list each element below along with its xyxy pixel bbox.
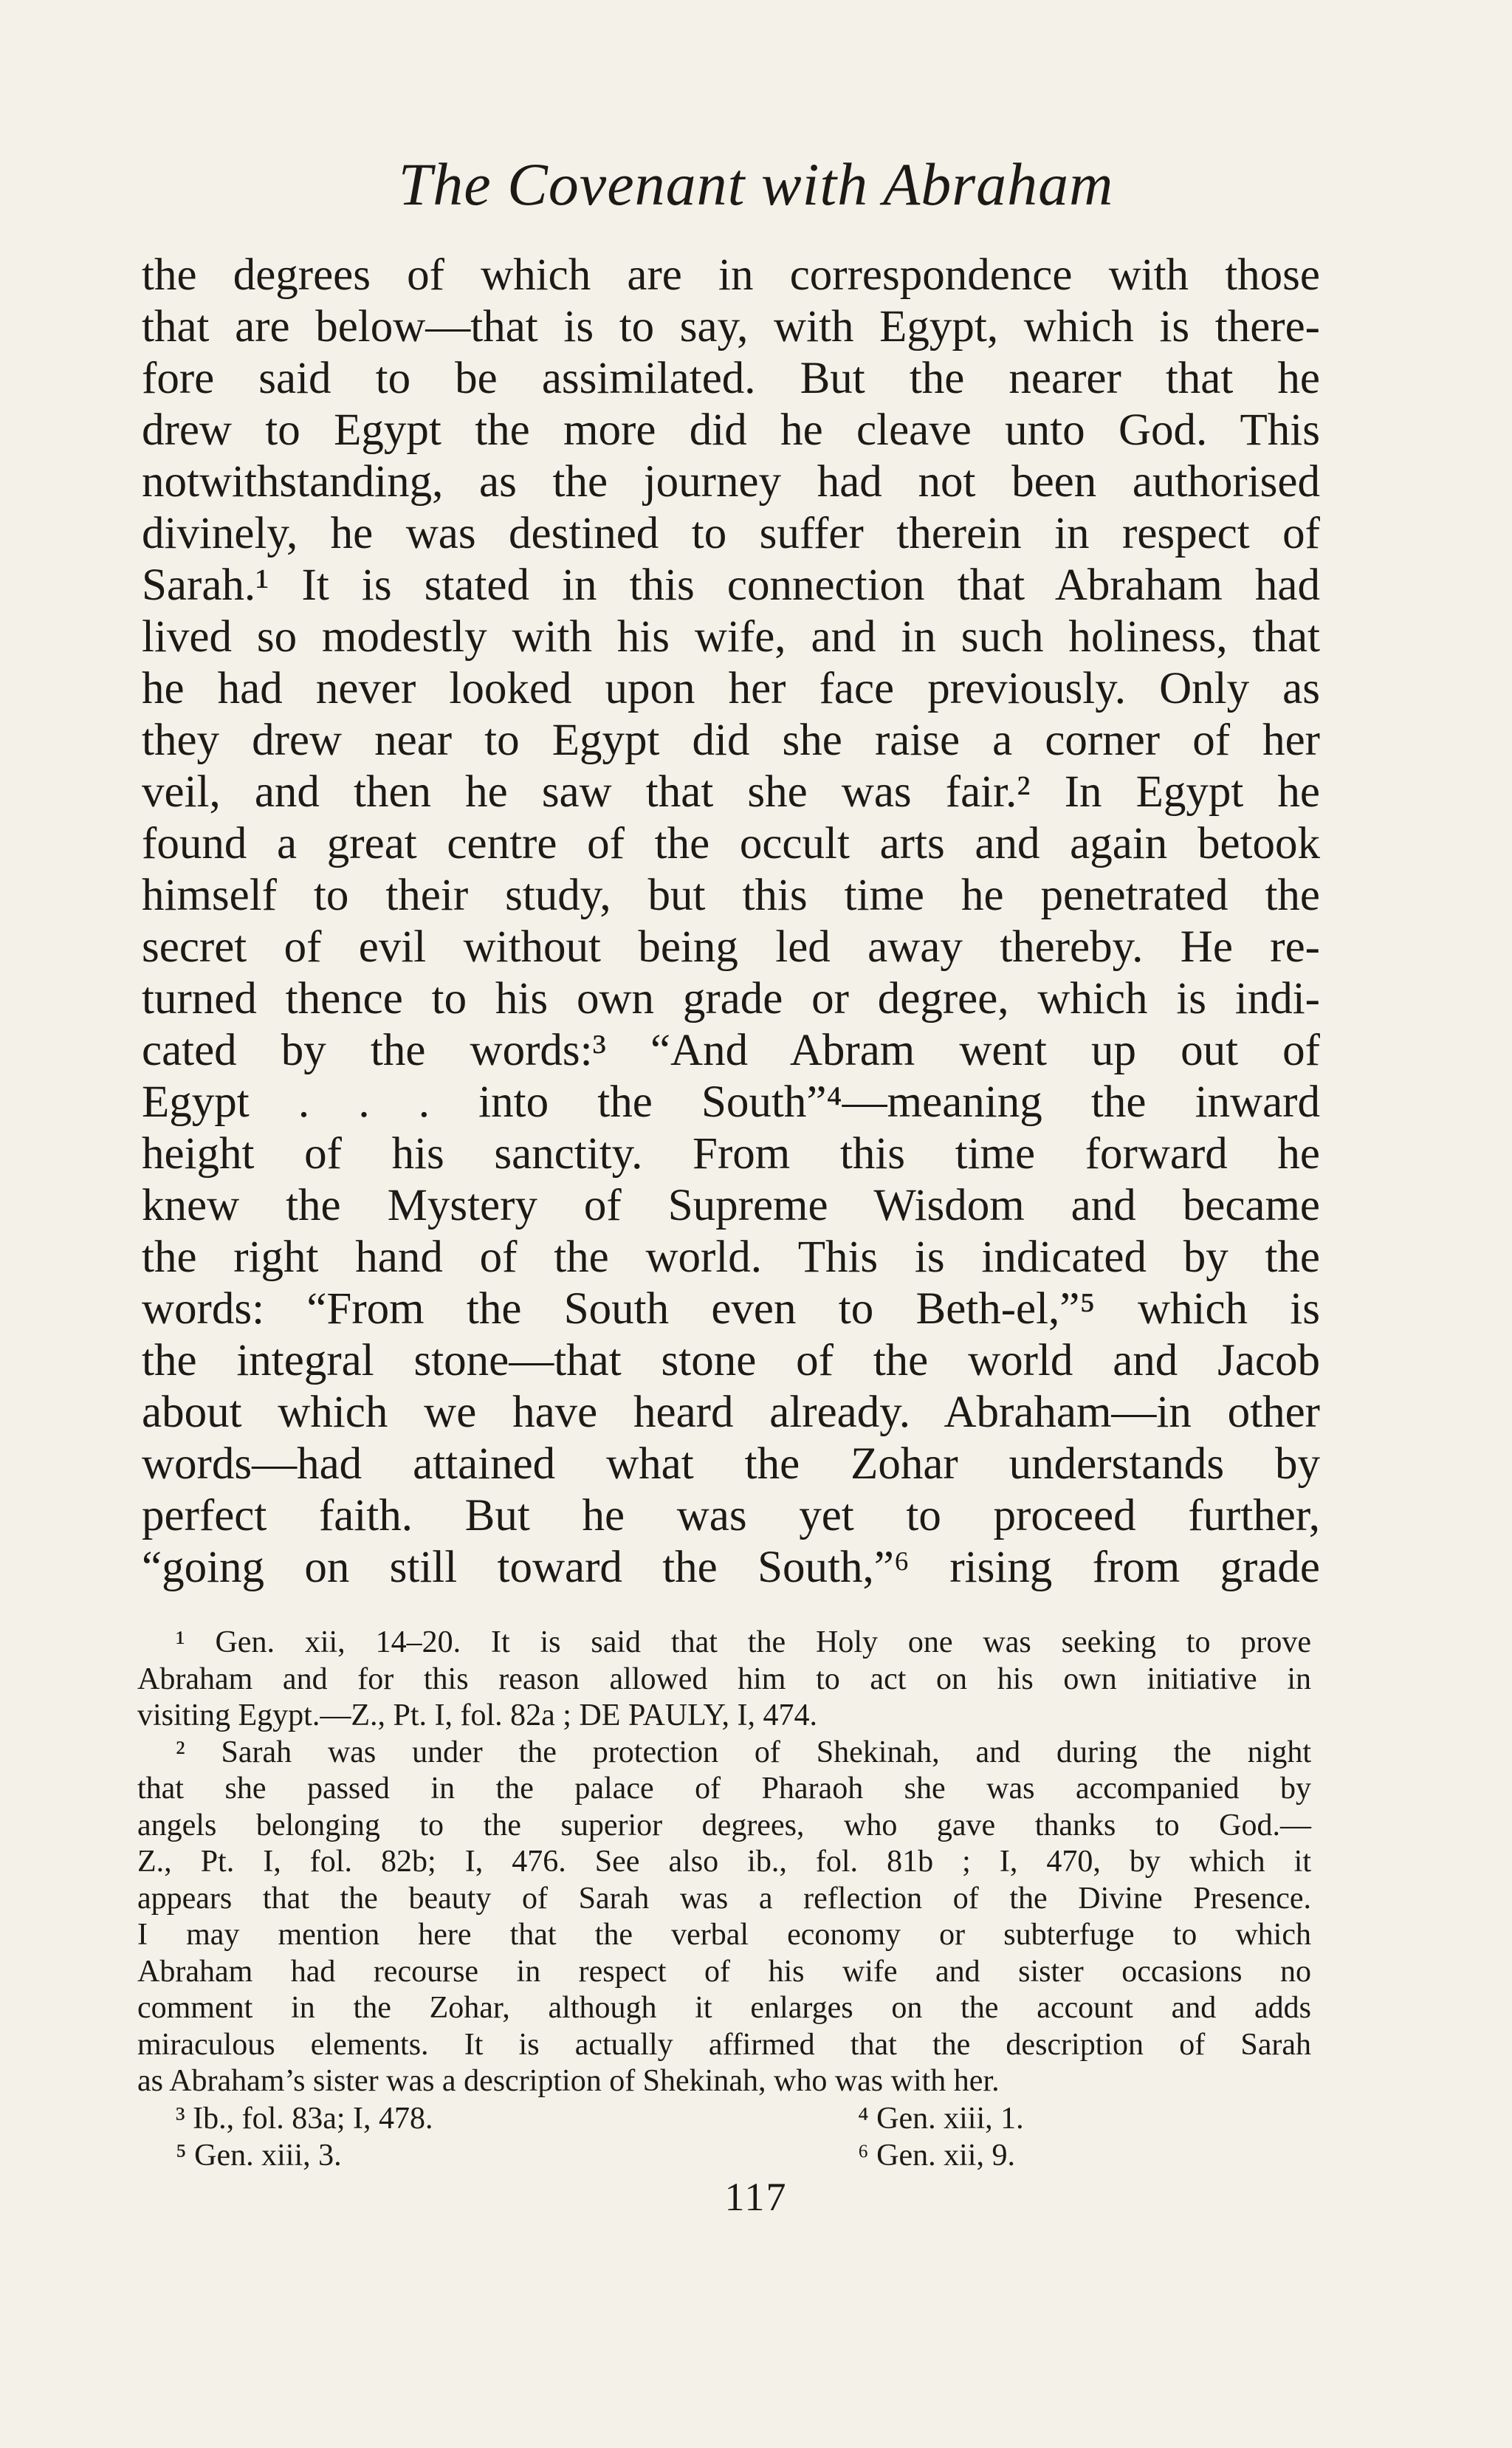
body-line: the right hand of the world. This is indicated by the xyxy=(142,1232,1320,1282)
footnote-1-line: Abraham and for this reason allowed him to act on his own initiative in xyxy=(137,1662,1311,1696)
body-line: divinely, he was destined to suffer therein in respect of xyxy=(142,509,1320,558)
body-line: that are below—that is to say, with Egypt, which is there- xyxy=(142,302,1320,352)
footnote-3: ³ Ib., fol. 83a; I, 478. xyxy=(176,2101,433,2136)
body-line: found a great centre of the occult arts and again betook xyxy=(142,819,1320,868)
body-line: turned thence to his own grade or degree, which is indi- xyxy=(142,974,1320,1024)
footnote-2-line: I may mention here that the verbal economy or subterfuge to which xyxy=(137,1918,1311,1952)
footnote-1-line: visiting Egypt.—Z., Pt. I, fol. 82a ; DE PAULY, I, 474. xyxy=(137,1698,817,1732)
body-line: lived so modestly with his wife, and in such holiness, that xyxy=(142,612,1320,662)
body-line: knew the Mystery of Supreme Wisdom and became xyxy=(142,1181,1320,1230)
footnote-6: ⁶ Gen. xii, 9. xyxy=(858,2138,1015,2173)
running-head: The Covenant with Abraham xyxy=(398,151,1114,218)
footnote-1-line: ¹ Gen. xii, 14–20. It is said that the Holy one was seeking to prove xyxy=(176,1625,1311,1659)
body-line: notwithstanding, as the journey had not been authorised xyxy=(142,457,1320,507)
footnote-2-line: appears that the beauty of Sarah was a reflection of the Divine Presence. xyxy=(137,1881,1311,1916)
page-number: 117 xyxy=(724,2175,788,2219)
footnote-2-line: Abraham had recourse in respect of his wife and sister occasions no xyxy=(137,1954,1311,1989)
body-line: he had never looked upon her face previously. Only as xyxy=(142,664,1320,713)
body-line: “going on still toward the South,”⁶ rising from grade xyxy=(142,1543,1320,1592)
body-line: they drew near to Egypt did she raise a corner of her xyxy=(142,716,1320,765)
body-line: himself to their study, but this time he penetrated the xyxy=(142,871,1320,920)
body-line: drew to Egypt the more did he cleave unto God. This xyxy=(142,405,1320,455)
footnote-2-line: that she passed in the palace of Pharaoh she was accompanied by xyxy=(137,1772,1311,1806)
body-line: the integral stone—that stone of the world and Jacob xyxy=(142,1336,1320,1385)
body-line: the degrees of which are in correspondence with those xyxy=(142,250,1320,300)
body-line: Sarah.¹ It is stated in this connection that Abraham had xyxy=(142,560,1320,610)
body-line: fore said to be assimilated. But the nearer that he xyxy=(142,354,1320,403)
footnote-2-line: Z., Pt. I, fol. 82b; I, 476. See also ib., fol. 81b ; I, 470, by which it xyxy=(137,1845,1311,1879)
footnote-row xyxy=(137,2100,1311,2137)
footnote-2-line: ² Sarah was under the protection of Shekinah, and during the night xyxy=(176,1735,1311,1769)
body-line: Egypt . . . into the South”⁴—meaning the inward xyxy=(142,1077,1320,1127)
body-line: words—had attained what the Zohar understands by xyxy=(142,1439,1320,1489)
body-line: secret of evil without being led away thereby. He re- xyxy=(142,922,1320,972)
body-line: cated by the words:³ “And Abram went up out of xyxy=(142,1026,1320,1075)
footnote-2-line: miraculous elements. It is actually affirmed that the description of Sarah xyxy=(137,2027,1311,2062)
body-line: perfect faith. But he was yet to proceed further, xyxy=(142,1491,1320,1540)
body-line: height of his sanctity. From this time forward he xyxy=(142,1129,1320,1179)
footnote-2-line: angels belonging to the superior degrees, who gave thanks to God.— xyxy=(137,1808,1311,1842)
footnote-5: ⁵ Gen. xiii, 3. xyxy=(176,2138,342,2173)
footnote-row xyxy=(137,2137,1311,2174)
body-line: veil, and then he saw that she was fair.² In Egypt he xyxy=(142,767,1320,817)
body-line: about which we have heard already. Abraham—in other xyxy=(142,1388,1320,1437)
footnote-2-line: comment in the Zohar, although it enlarges on the account and adds xyxy=(137,1991,1311,2025)
footnote-4: ⁴ Gen. xiii, 1. xyxy=(858,2101,1024,2136)
footnote-2-line: as Abraham’s sister was a description of Shekinah, who was with her. xyxy=(137,2064,1000,2098)
footnotes xyxy=(137,1625,1311,2174)
body-text xyxy=(142,250,1320,1594)
body-line: words: “From the South even to Beth-el,”⁵ which is xyxy=(142,1284,1320,1334)
